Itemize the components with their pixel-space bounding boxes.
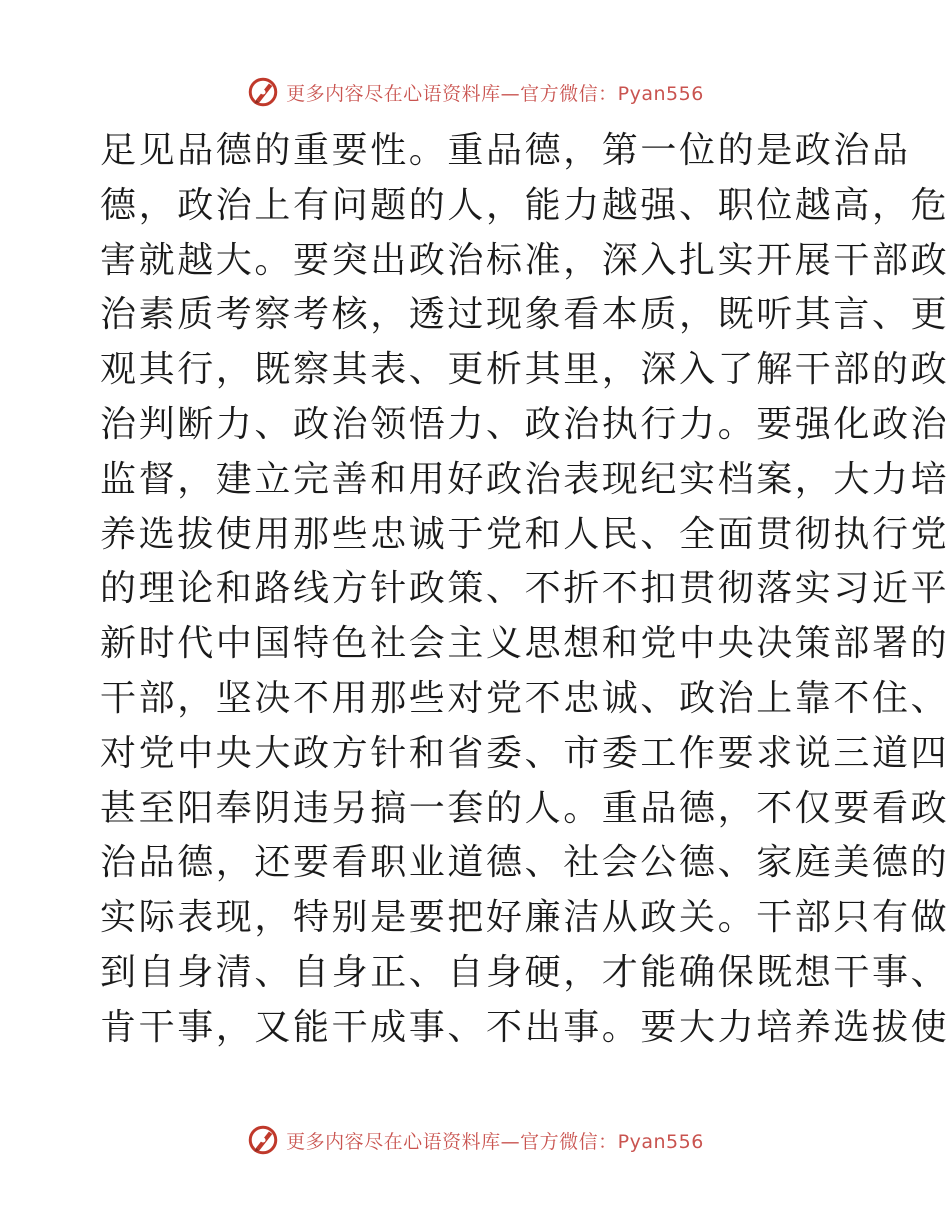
pen-logo-icon xyxy=(246,75,280,109)
text-line: 足见品德的重要性。重品德，第一位的是政治品 xyxy=(100,130,911,171)
text-line: 肯干事，又能干成事、不出事。要大力培养选拔使 xyxy=(100,1006,950,1048)
text-line: 监督，建立完善和用好政治表现纪实档案，大力培 xyxy=(100,458,950,500)
text-line: 害就越大。要突出政治标准，深入扎实开展干部政 xyxy=(100,239,950,281)
footer-banner xyxy=(0,1120,950,1160)
footer-banner-text: 更多内容尽在心语资料库—官方微信：Pyan556 xyxy=(286,1130,704,1153)
text-line: 新时代中国特色社会主义思想和党中央决策部署的 xyxy=(100,623,950,665)
text-line: 的理论和路线方针政策、不折不扣贯彻落实习近平 xyxy=(100,568,950,610)
text-line: 德，政治上有问题的人，能力越强、职位越高，危 xyxy=(100,184,950,226)
document-body xyxy=(100,124,950,1056)
text-line: 干部，坚决不用那些对党不忠诚、政治上靠不住、 xyxy=(100,677,950,719)
text-line: 对党中央大政方针和省委、市委工作要求说三道四 xyxy=(100,732,950,774)
pen-logo-icon xyxy=(246,1123,280,1157)
text-line: 养选拔使用那些忠诚于党和人民、全面贯彻执行党 xyxy=(100,513,950,555)
text-line: 甚至阳奉阴违另搞一套的人。重品德，不仅要看政 xyxy=(100,787,950,829)
text-line: 治判断力、政治领悟力、政治执行力。要强化政治 xyxy=(100,403,950,445)
text-line: 治素质考察考核，透过现象看本质，既听其言、更 xyxy=(100,294,950,336)
text-line: 观其行，既察其表、更析其里，深入了解干部的政 xyxy=(100,349,950,391)
text-line: 到自身清、自身正、自身硬，才能确保既想干事、 xyxy=(100,951,950,993)
header-banner-text: 更多内容尽在心语资料库—官方微信：Pyan556 xyxy=(286,82,704,105)
text-line: 治品德，还要看职业道德、社会公德、家庭美德的 xyxy=(100,842,950,884)
text-line: 实际表现，特别是要把好廉洁从政关。干部只有做 xyxy=(100,897,950,939)
header-banner xyxy=(0,72,950,112)
